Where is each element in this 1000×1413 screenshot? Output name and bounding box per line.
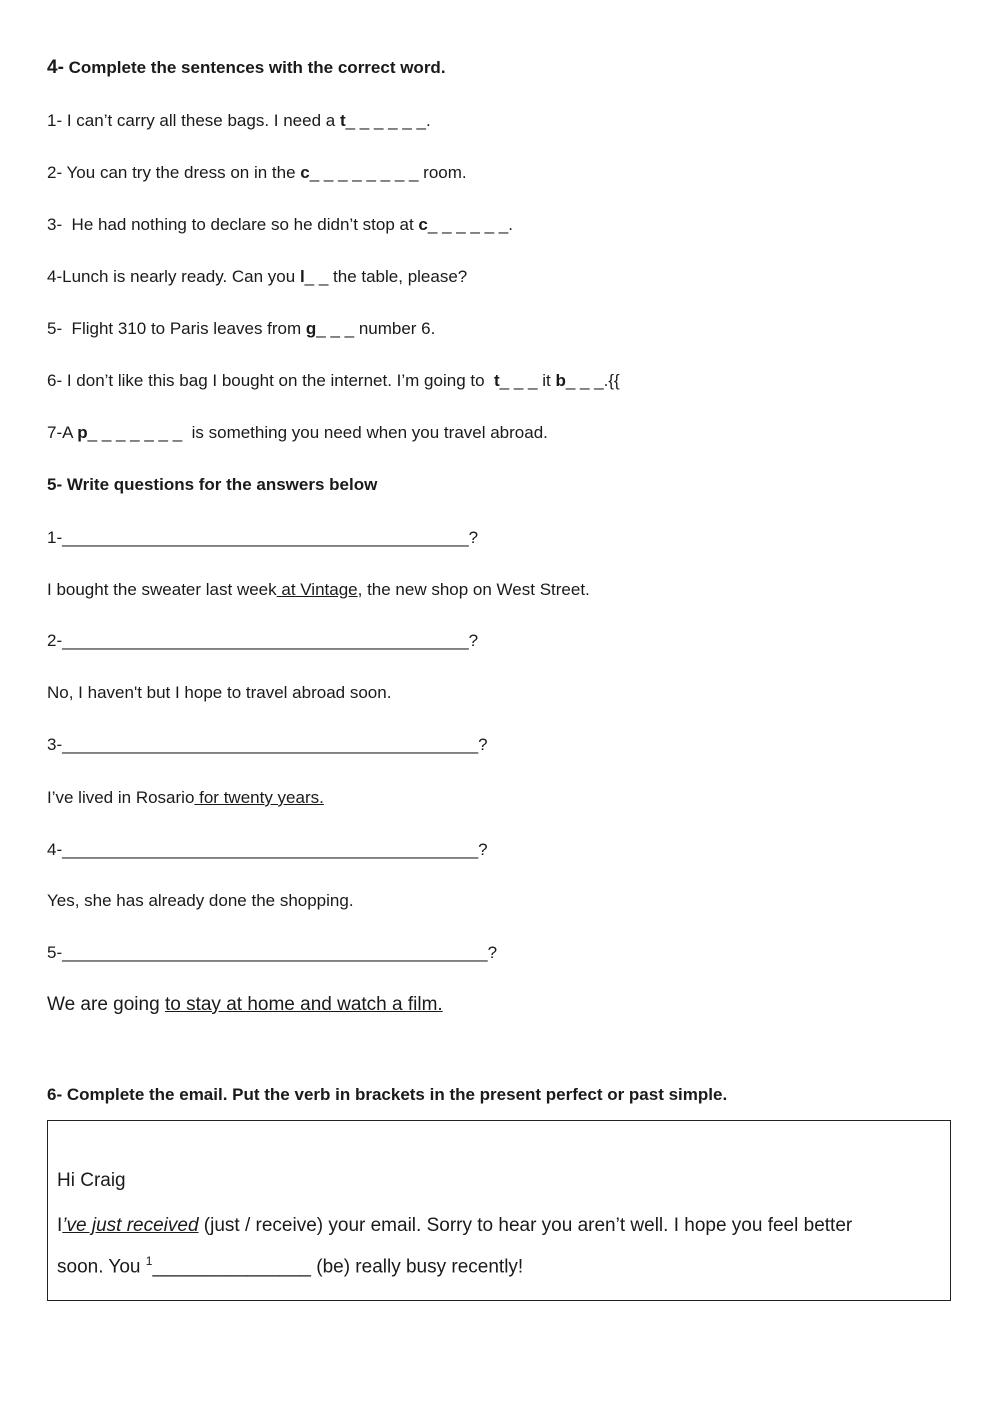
email-line-2: soon. You $^1$_______________ (be) really busy recently!	[57, 1254, 524, 1278]
section-4-item-7: 7-A p_ _ _ _ _ _ _ is something you need when you travel abroad.	[47, 423, 548, 442]
section-4-item-2: 2- You can try the dress on in the c_ _ _ _ _ _ _ _ room.	[47, 163, 467, 182]
question-2-blank[interactable]: 2-___________________________________________?	[47, 631, 479, 650]
section-4-item-4: 4-Lunch is nearly ready. Can you l_ _ the table, please?	[47, 267, 468, 286]
question-5-blank[interactable]: 5-_____________________________________________?	[47, 943, 498, 962]
question-1-blank[interactable]: 1-___________________________________________?	[47, 528, 479, 547]
section-4-item-6: 6- I don’t like this bag I bought on the internet. I’m going to t_ _ _ it b_ _ _.{{	[47, 371, 620, 390]
email-greeting: Hi Craig	[57, 1170, 126, 1191]
answer-5: We are going to stay at home and watch a film.	[47, 994, 443, 1015]
section-4-heading: 4- Complete the sentences with the correct word.	[47, 57, 446, 78]
section-6-heading: 6- Complete the email. Put the verb in brackets in the present perfect or past simple.	[47, 1085, 728, 1104]
answer-2: No, I haven't but I hope to travel abroad soon.	[47, 683, 392, 702]
answer-1: I bought the sweater last week at Vintage, the new shop on West Street.	[47, 580, 590, 599]
answer-3: I’ve lived in Rosario for twenty years.	[47, 788, 324, 807]
question-3-blank[interactable]: 3-____________________________________________?	[47, 735, 488, 754]
answer-4: Yes, she has already done the shopping.	[47, 891, 354, 910]
section-4-item-1: 1- I can’t carry all these bags. I need a t_ _ _ _ _ _.	[47, 111, 431, 130]
email-box	[47, 1120, 951, 1301]
section-5-heading: 5- Write questions for the answers below	[47, 475, 378, 494]
question-4-blank[interactable]: 4-____________________________________________?	[47, 840, 488, 859]
email-example-answer: ’ve just received	[62, 1215, 199, 1236]
email-blank-1[interactable]: _______________ (be) really busy recently!	[152, 1256, 524, 1278]
section-4-item-5: 5- Flight 310 to Paris leaves from g_ _ _ number 6.	[47, 319, 436, 338]
section-4-item-3: 3- He had nothing to declare so he didn’t stop at c_ _ _ _ _ _.	[47, 215, 513, 234]
email-line-1: I’ve just received (just / receive) your email. Sorry to hear you aren’t well. I hope you feel better	[57, 1215, 853, 1236]
